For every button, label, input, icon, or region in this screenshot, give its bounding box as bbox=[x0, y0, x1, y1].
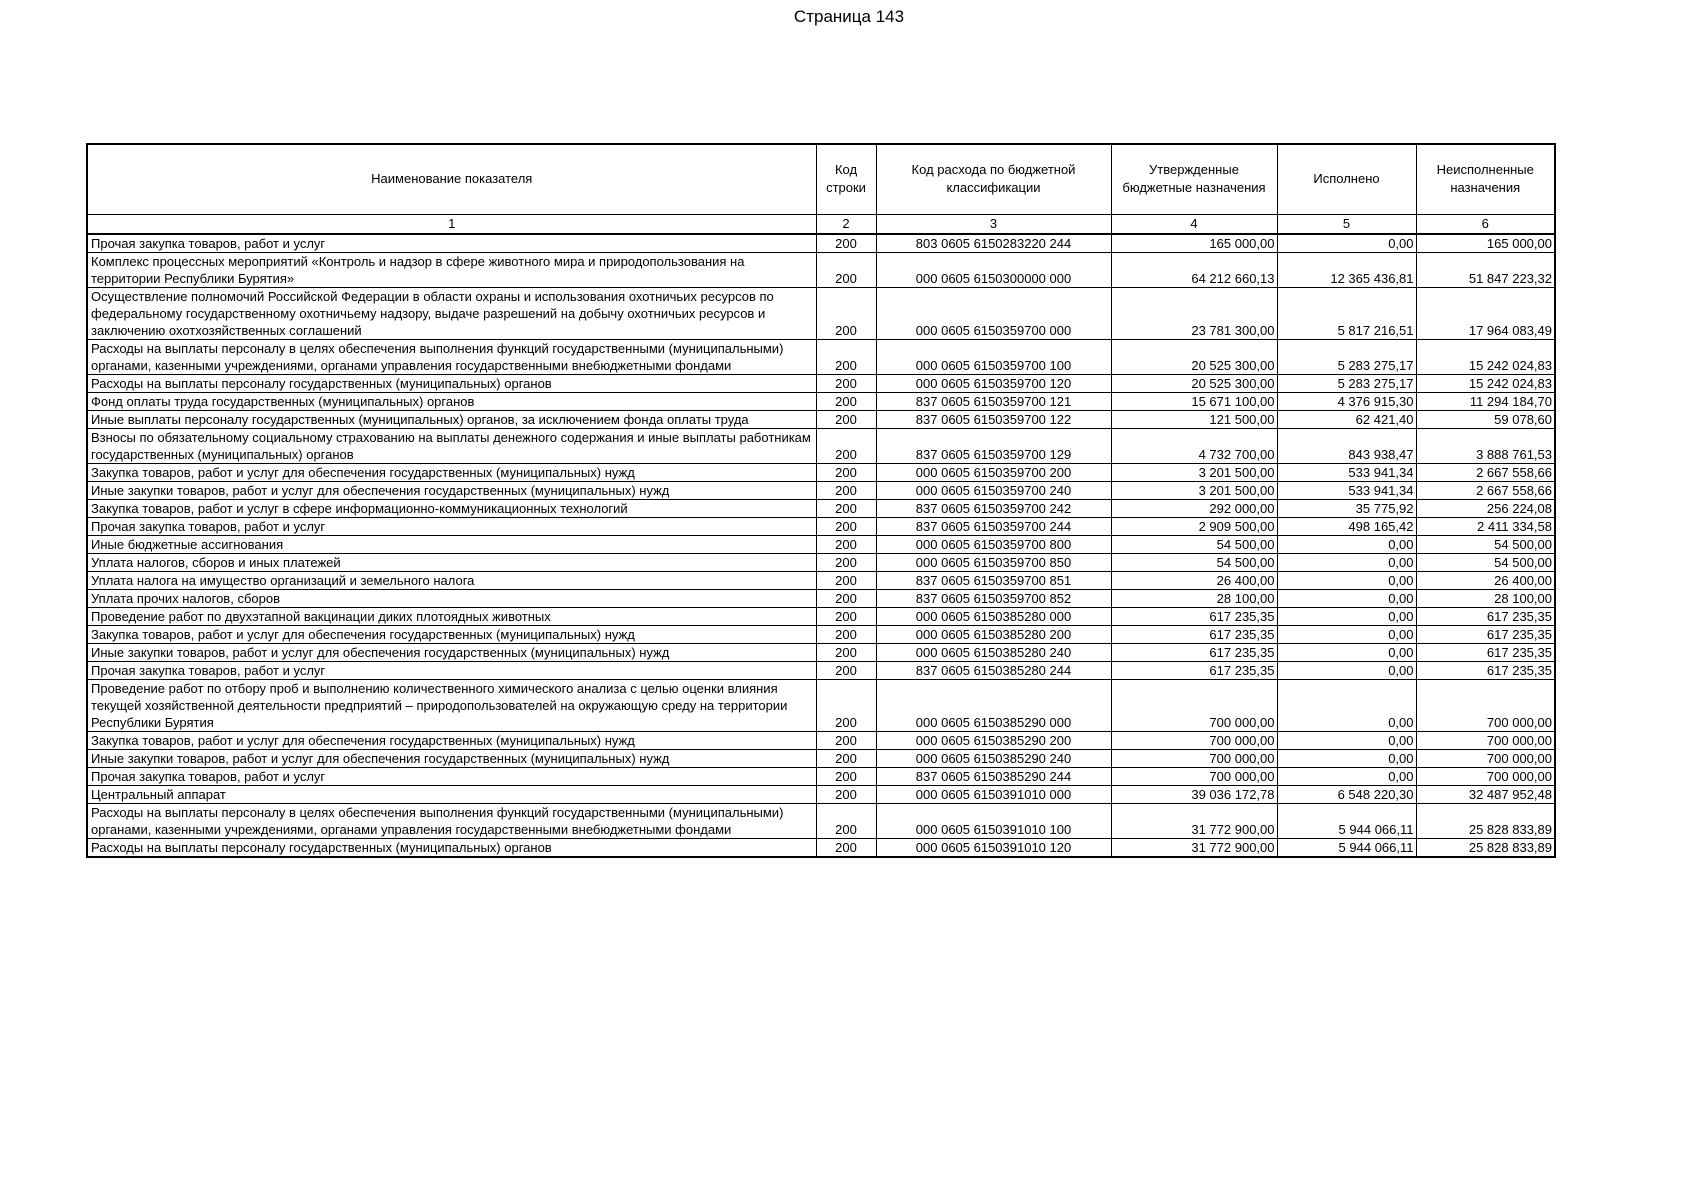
row-approved: 700 000,00 bbox=[1111, 679, 1277, 731]
row-line-code: 200 bbox=[816, 252, 876, 287]
row-line-code: 200 bbox=[816, 661, 876, 679]
row-approved: 3 201 500,00 bbox=[1111, 463, 1277, 481]
row-line-code: 200 bbox=[816, 234, 876, 253]
row-unexecuted: 26 400,00 bbox=[1416, 571, 1555, 589]
row-unexecuted: 617 235,35 bbox=[1416, 661, 1555, 679]
row-executed: 498 165,42 bbox=[1277, 517, 1416, 535]
row-unexecuted: 617 235,35 bbox=[1416, 643, 1555, 661]
row-unexecuted: 700 000,00 bbox=[1416, 679, 1555, 731]
table-row bbox=[87, 838, 1555, 857]
row-line-code: 200 bbox=[816, 838, 876, 857]
row-line-code: 200 bbox=[816, 287, 876, 339]
row-unexecuted: 617 235,35 bbox=[1416, 607, 1555, 625]
row-name: Расходы на выплаты персоналу государственных (муниципальных) органов bbox=[87, 838, 816, 857]
row-name: Закупка товаров, работ и услуг для обеспечения государственных (муниципальных) нужд bbox=[87, 625, 816, 643]
table-row bbox=[87, 428, 1555, 463]
row-budget-code: 000 0605 6150359700 240 bbox=[876, 481, 1111, 499]
table-row bbox=[87, 785, 1555, 803]
row-name: Комплекс процессных мероприятий «Контроль и надзор в сфере животного мира и природопользования на территории Республики Бурятия» bbox=[87, 252, 816, 287]
column-number: 6 bbox=[1416, 214, 1555, 234]
row-unexecuted: 25 828 833,89 bbox=[1416, 803, 1555, 838]
row-budget-code: 837 0605 6150359700 129 bbox=[876, 428, 1111, 463]
row-budget-code: 000 0605 6150359700 800 bbox=[876, 535, 1111, 553]
row-budget-code: 837 0605 6150385290 244 bbox=[876, 767, 1111, 785]
row-budget-code: 000 0605 6150391010 100 bbox=[876, 803, 1111, 838]
row-unexecuted: 2 667 558,66 bbox=[1416, 463, 1555, 481]
row-line-code: 200 bbox=[816, 428, 876, 463]
row-line-code: 200 bbox=[816, 767, 876, 785]
row-budget-code: 000 0605 6150359700 100 bbox=[876, 339, 1111, 374]
row-name: Иные закупки товаров, работ и услуг для обеспечения государственных (муниципальных) нужд bbox=[87, 749, 816, 767]
row-executed: 0,00 bbox=[1277, 731, 1416, 749]
row-executed: 0,00 bbox=[1277, 661, 1416, 679]
row-executed: 5 817 216,51 bbox=[1277, 287, 1416, 339]
table-row bbox=[87, 374, 1555, 392]
table-row bbox=[87, 517, 1555, 535]
row-approved: 54 500,00 bbox=[1111, 535, 1277, 553]
table-row bbox=[87, 643, 1555, 661]
row-name: Центральный аппарат bbox=[87, 785, 816, 803]
row-executed: 5 283 275,17 bbox=[1277, 339, 1416, 374]
table-row bbox=[87, 535, 1555, 553]
row-approved: 700 000,00 bbox=[1111, 731, 1277, 749]
row-line-code: 200 bbox=[816, 410, 876, 428]
row-approved: 28 100,00 bbox=[1111, 589, 1277, 607]
row-name: Расходы на выплаты персоналу государственных (муниципальных) органов bbox=[87, 374, 816, 392]
table-row bbox=[87, 679, 1555, 731]
table-row bbox=[87, 392, 1555, 410]
row-budget-code: 000 0605 6150391010 120 bbox=[876, 838, 1111, 857]
row-name: Взносы по обязательному социальному страхованию на выплаты денежного содержания и иные выплаты работникам государственных (муниципальных) органов bbox=[87, 428, 816, 463]
table-body bbox=[87, 234, 1555, 857]
row-unexecuted: 28 100,00 bbox=[1416, 589, 1555, 607]
row-budget-code: 000 0605 6150359700 850 bbox=[876, 553, 1111, 571]
row-executed: 4 376 915,30 bbox=[1277, 392, 1416, 410]
row-budget-code: 000 0605 6150385290 200 bbox=[876, 731, 1111, 749]
row-unexecuted: 15 242 024,83 bbox=[1416, 374, 1555, 392]
row-budget-code: 000 0605 6150385290 000 bbox=[876, 679, 1111, 731]
table-row bbox=[87, 287, 1555, 339]
row-name: Фонд оплаты труда государственных (муниципальных) органов bbox=[87, 392, 816, 410]
row-approved: 4 732 700,00 bbox=[1111, 428, 1277, 463]
table-row bbox=[87, 589, 1555, 607]
table-row bbox=[87, 803, 1555, 838]
row-unexecuted: 700 000,00 bbox=[1416, 731, 1555, 749]
row-approved: 617 235,35 bbox=[1111, 607, 1277, 625]
budget-table bbox=[86, 143, 1556, 858]
row-approved: 54 500,00 bbox=[1111, 553, 1277, 571]
row-line-code: 200 bbox=[816, 499, 876, 517]
row-approved: 26 400,00 bbox=[1111, 571, 1277, 589]
row-name: Иные выплаты персоналу государственных (муниципальных) органов, за исключением фонда оплаты труда bbox=[87, 410, 816, 428]
row-line-code: 200 bbox=[816, 679, 876, 731]
row-approved: 23 781 300,00 bbox=[1111, 287, 1277, 339]
row-budget-code: 837 0605 6150359700 852 bbox=[876, 589, 1111, 607]
row-budget-code: 000 0605 6150391010 000 bbox=[876, 785, 1111, 803]
row-executed: 843 938,47 bbox=[1277, 428, 1416, 463]
row-unexecuted: 54 500,00 bbox=[1416, 535, 1555, 553]
header-approved: Утвержденные бюджетные назначения bbox=[1111, 144, 1277, 214]
row-name: Проведение работ по отбору проб и выполнению количественного химического анализа с целью оценки влияния текущей хозяйственной деятельности предприятий – природопользователей на окружающую среду на территории Республики Бурятия bbox=[87, 679, 816, 731]
table-row bbox=[87, 661, 1555, 679]
row-approved: 31 772 900,00 bbox=[1111, 803, 1277, 838]
column-number: 5 bbox=[1277, 214, 1416, 234]
row-line-code: 200 bbox=[816, 785, 876, 803]
row-executed: 0,00 bbox=[1277, 535, 1416, 553]
row-budget-code: 837 0605 6150385280 244 bbox=[876, 661, 1111, 679]
row-unexecuted: 3 888 761,53 bbox=[1416, 428, 1555, 463]
column-number: 3 bbox=[876, 214, 1111, 234]
row-budget-code: 000 0605 6150385280 200 bbox=[876, 625, 1111, 643]
table-row bbox=[87, 463, 1555, 481]
table-row bbox=[87, 339, 1555, 374]
table-row bbox=[87, 410, 1555, 428]
table-row bbox=[87, 481, 1555, 499]
row-name: Проведение работ по двухэтапной вакцинации диких плотоядных животных bbox=[87, 607, 816, 625]
row-line-code: 200 bbox=[816, 374, 876, 392]
row-unexecuted: 11 294 184,70 bbox=[1416, 392, 1555, 410]
row-executed: 5 944 066,11 bbox=[1277, 838, 1416, 857]
table-row bbox=[87, 499, 1555, 517]
header-indicator-name: Наименование показателя bbox=[87, 144, 816, 214]
row-name: Уплата прочих налогов, сборов bbox=[87, 589, 816, 607]
row-unexecuted: 2 411 334,58 bbox=[1416, 517, 1555, 535]
row-approved: 121 500,00 bbox=[1111, 410, 1277, 428]
header-executed: Исполнено bbox=[1277, 144, 1416, 214]
row-unexecuted: 2 667 558,66 bbox=[1416, 481, 1555, 499]
row-unexecuted: 59 078,60 bbox=[1416, 410, 1555, 428]
row-executed: 62 421,40 bbox=[1277, 410, 1416, 428]
row-approved: 700 000,00 bbox=[1111, 767, 1277, 785]
row-name: Прочая закупка товаров, работ и услуг bbox=[87, 517, 816, 535]
row-line-code: 200 bbox=[816, 589, 876, 607]
row-executed: 0,00 bbox=[1277, 607, 1416, 625]
row-executed: 0,00 bbox=[1277, 749, 1416, 767]
row-name: Осуществление полномочий Российской Федерации в области охраны и использования охотничьих ресурсов по федеральному государственному охотничьему надзору, выдаче разрешений на добычу охотничьих ресурсов и заключению охотхозяйственных соглашений bbox=[87, 287, 816, 339]
row-executed: 0,00 bbox=[1277, 767, 1416, 785]
row-name: Иные закупки товаров, работ и услуг для обеспечения государственных (муниципальных) нужд bbox=[87, 481, 816, 499]
row-unexecuted: 700 000,00 bbox=[1416, 767, 1555, 785]
row-line-code: 200 bbox=[816, 571, 876, 589]
row-line-code: 200 bbox=[816, 463, 876, 481]
column-number-row bbox=[87, 214, 1555, 234]
row-executed: 5 944 066,11 bbox=[1277, 803, 1416, 838]
row-approved: 165 000,00 bbox=[1111, 234, 1277, 253]
row-unexecuted: 617 235,35 bbox=[1416, 625, 1555, 643]
row-unexecuted: 54 500,00 bbox=[1416, 553, 1555, 571]
row-line-code: 200 bbox=[816, 535, 876, 553]
row-executed: 533 941,34 bbox=[1277, 463, 1416, 481]
row-name: Прочая закупка товаров, работ и услуг bbox=[87, 234, 816, 253]
table-row bbox=[87, 571, 1555, 589]
row-line-code: 200 bbox=[816, 339, 876, 374]
row-line-code: 200 bbox=[816, 553, 876, 571]
row-unexecuted: 51 847 223,32 bbox=[1416, 252, 1555, 287]
row-approved: 20 525 300,00 bbox=[1111, 339, 1277, 374]
row-name: Закупка товаров, работ и услуг для обеспечения государственных (муниципальных) нужд bbox=[87, 463, 816, 481]
row-unexecuted: 32 487 952,48 bbox=[1416, 785, 1555, 803]
column-number: 4 bbox=[1111, 214, 1277, 234]
row-executed: 35 775,92 bbox=[1277, 499, 1416, 517]
table-row bbox=[87, 607, 1555, 625]
row-line-code: 200 bbox=[816, 803, 876, 838]
page-title: Страница 143 bbox=[793, 7, 905, 26]
header-line-code: Код строки bbox=[816, 144, 876, 214]
row-line-code: 200 bbox=[816, 643, 876, 661]
row-budget-code: 837 0605 6150359700 242 bbox=[876, 499, 1111, 517]
header-budget-code: Код расхода по бюджетной классификации bbox=[876, 144, 1111, 214]
row-unexecuted: 25 828 833,89 bbox=[1416, 838, 1555, 857]
row-name: Уплата налога на имущество организаций и земельного налога bbox=[87, 571, 816, 589]
row-name: Закупка товаров, работ и услуг в сфере информационно-коммуникационных технологий bbox=[87, 499, 816, 517]
row-line-code: 200 bbox=[816, 749, 876, 767]
row-approved: 15 671 100,00 bbox=[1111, 392, 1277, 410]
row-budget-code: 837 0605 6150359700 122 bbox=[876, 410, 1111, 428]
row-line-code: 200 bbox=[816, 607, 876, 625]
row-budget-code: 000 0605 6150300000 000 bbox=[876, 252, 1111, 287]
table-row bbox=[87, 625, 1555, 643]
row-approved: 617 235,35 bbox=[1111, 661, 1277, 679]
row-name: Расходы на выплаты персоналу в целях обеспечения выполнения функций государственными (муниципальными) органами, казенными учреждениями, органами управления государственными внебюджетными фондами bbox=[87, 339, 816, 374]
row-executed: 0,00 bbox=[1277, 571, 1416, 589]
table-row bbox=[87, 749, 1555, 767]
row-approved: 64 212 660,13 bbox=[1111, 252, 1277, 287]
row-budget-code: 000 0605 6150359700 000 bbox=[876, 287, 1111, 339]
row-budget-code: 000 0605 6150385290 240 bbox=[876, 749, 1111, 767]
row-approved: 39 036 172,78 bbox=[1111, 785, 1277, 803]
row-approved: 3 201 500,00 bbox=[1111, 481, 1277, 499]
row-unexecuted: 17 964 083,49 bbox=[1416, 287, 1555, 339]
row-name: Уплата налогов, сборов и иных платежей bbox=[87, 553, 816, 571]
row-executed: 0,00 bbox=[1277, 643, 1416, 661]
table-row bbox=[87, 731, 1555, 749]
row-name: Прочая закупка товаров, работ и услуг bbox=[87, 767, 816, 785]
row-executed: 0,00 bbox=[1277, 234, 1416, 253]
row-budget-code: 837 0605 6150359700 121 bbox=[876, 392, 1111, 410]
row-name: Закупка товаров, работ и услуг для обеспечения государственных (муниципальных) нужд bbox=[87, 731, 816, 749]
row-budget-code: 000 0605 6150359700 200 bbox=[876, 463, 1111, 481]
header-unexecuted: Неисполненные назначения bbox=[1416, 144, 1555, 214]
row-executed: 0,00 bbox=[1277, 625, 1416, 643]
table-row bbox=[87, 234, 1555, 253]
table-header-row bbox=[87, 144, 1555, 214]
row-name: Иные закупки товаров, работ и услуг для обеспечения государственных (муниципальных) нужд bbox=[87, 643, 816, 661]
row-executed: 533 941,34 bbox=[1277, 481, 1416, 499]
row-budget-code: 803 0605 6150283220 244 bbox=[876, 234, 1111, 253]
row-unexecuted: 165 000,00 bbox=[1416, 234, 1555, 253]
row-name: Расходы на выплаты персоналу в целях обеспечения выполнения функций государственными (муниципальными) органами, казенными учреждениями, органами управления государственными внебюджетными фондами bbox=[87, 803, 816, 838]
row-budget-code: 000 0605 6150385280 240 bbox=[876, 643, 1111, 661]
column-number: 2 bbox=[816, 214, 876, 234]
row-budget-code: 837 0605 6150359700 244 bbox=[876, 517, 1111, 535]
row-approved: 617 235,35 bbox=[1111, 643, 1277, 661]
row-executed: 6 548 220,30 bbox=[1277, 785, 1416, 803]
row-line-code: 200 bbox=[816, 481, 876, 499]
row-executed: 5 283 275,17 bbox=[1277, 374, 1416, 392]
row-unexecuted: 700 000,00 bbox=[1416, 749, 1555, 767]
row-approved: 31 772 900,00 bbox=[1111, 838, 1277, 857]
row-approved: 617 235,35 bbox=[1111, 625, 1277, 643]
table-row bbox=[87, 252, 1555, 287]
row-approved: 292 000,00 bbox=[1111, 499, 1277, 517]
row-name: Иные бюджетные ассигнования bbox=[87, 535, 816, 553]
table-row bbox=[87, 553, 1555, 571]
row-line-code: 200 bbox=[816, 392, 876, 410]
row-line-code: 200 bbox=[816, 731, 876, 749]
row-budget-code: 000 0605 6150359700 120 bbox=[876, 374, 1111, 392]
row-unexecuted: 256 224,08 bbox=[1416, 499, 1555, 517]
row-unexecuted: 15 242 024,83 bbox=[1416, 339, 1555, 374]
row-line-code: 200 bbox=[816, 517, 876, 535]
row-budget-code: 837 0605 6150359700 851 bbox=[876, 571, 1111, 589]
row-line-code: 200 bbox=[816, 625, 876, 643]
row-budget-code: 000 0605 6150385280 000 bbox=[876, 607, 1111, 625]
table-row bbox=[87, 767, 1555, 785]
row-executed: 0,00 bbox=[1277, 589, 1416, 607]
row-name: Прочая закупка товаров, работ и услуг bbox=[87, 661, 816, 679]
row-approved: 700 000,00 bbox=[1111, 749, 1277, 767]
row-approved: 20 525 300,00 bbox=[1111, 374, 1277, 392]
row-executed: 0,00 bbox=[1277, 553, 1416, 571]
row-executed: 0,00 bbox=[1277, 679, 1416, 731]
row-approved: 2 909 500,00 bbox=[1111, 517, 1277, 535]
row-executed: 12 365 436,81 bbox=[1277, 252, 1416, 287]
column-number: 1 bbox=[87, 214, 816, 234]
